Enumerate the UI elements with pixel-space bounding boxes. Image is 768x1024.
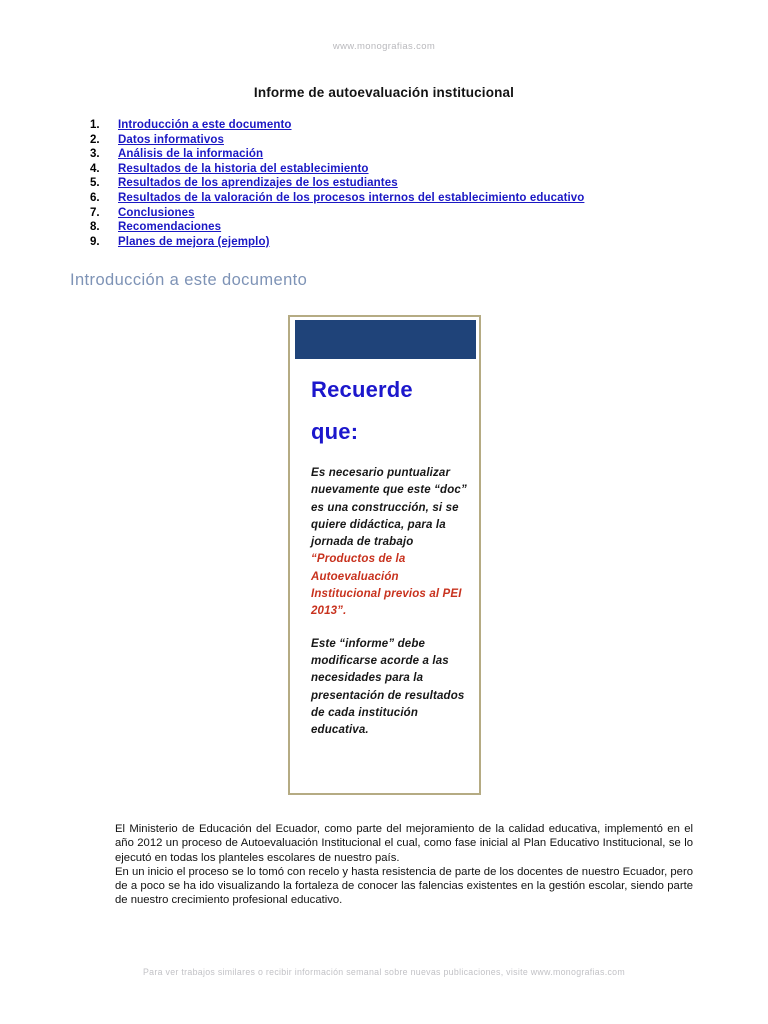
toc-link-conclusiones[interactable]: Conclusiones — [118, 206, 195, 219]
list-item-number: 7. — [90, 206, 100, 219]
toc-link-resultados-historia[interactable]: Resultados de la historia del establecimiento — [118, 162, 369, 175]
list-item[interactable] — [90, 191, 710, 206]
body-paragraph-2: En un inicio el proceso se lo tomó con recelo y hasta resistencia de parte de los docentes de nuestro Ecuador, pero de a poco se ha ido visualizando la fortaleza de conocer las falencias existentes en la gestión escolar, siendo parte de nuestro crecimiento profesional educativo. — [115, 865, 693, 907]
list-item[interactable] — [90, 206, 710, 221]
list-item-number: 8. — [90, 221, 100, 234]
callout-paragraph-1 — [311, 465, 467, 621]
table-of-contents — [90, 118, 710, 249]
callout-title-line1: Recuerde — [311, 377, 413, 402]
list-item[interactable] — [90, 176, 710, 191]
callout-body — [311, 465, 467, 739]
list-item-number: 6. — [90, 191, 100, 204]
toc-link-datos-informativos[interactable]: Datos informativos — [118, 133, 224, 146]
list-item[interactable] — [90, 220, 710, 235]
site-footer-note: Para ver trabajos similares o recibir información semanal sobre nuevas publicaciones, visite www.monografias.com — [143, 967, 625, 977]
toc-link-resultados-aprendizajes[interactable]: Resultados de los aprendizajes de los estudiantes — [118, 177, 398, 190]
callout-paragraph-1-text: Es necesario puntualizar nuevamente que este “doc” es una construcción, si se quiere didáctica, para la jornada de trabajo — [311, 467, 467, 549]
toc-link-recomendaciones[interactable]: Recomendaciones — [118, 221, 222, 234]
toc-link-planes-mejora[interactable]: Planes de mejora (ejemplo) — [118, 235, 270, 248]
toc-link-analisis-informacion[interactable]: Análisis de la información — [118, 148, 264, 161]
section-heading-introduccion: Introducción a este documento — [70, 271, 308, 289]
callout-paragraph-1-highlight: “Productos de la Autoevaluación Institucional previos al PEI 2013”. — [311, 553, 462, 618]
list-item-number: 9. — [90, 235, 100, 248]
callout-box-recuerde — [288, 315, 481, 795]
body-paragraph-1: El Ministerio de Educación del Ecuador, como parte del mejoramiento de la calidad educativa, implementó en el año 2012 un proceso de Autoevaluación Institucional el cual, como fase inicial al Plan Educativo Institucional, se lo ejecutó en todas los planteles escolares de nuestro país. — [115, 823, 693, 864]
list-item-number: 2. — [90, 133, 100, 146]
list-item[interactable] — [90, 147, 710, 162]
list-item-number: 4. — [90, 162, 100, 175]
list-item-number: 3. — [90, 148, 100, 161]
callout-paragraph-2: Este “informe” debe modificarse acorde a las necesidades para la presentación de resultados de cada institución educativa. — [311, 637, 465, 737]
callout-title — [311, 369, 467, 453]
toc-link-resultados-procesos-internos[interactable]: Resultados de la valoración de los procesos internos del establecimiento educativo — [118, 191, 585, 204]
callout-title-line2: que: — [311, 419, 359, 444]
body-content — [115, 822, 693, 908]
list-item[interactable] — [90, 118, 710, 133]
list-item-number: 5. — [90, 177, 100, 190]
site-header-url: www.monografias.com — [332, 41, 436, 52]
list-item[interactable] — [90, 133, 710, 148]
list-item-number: 1. — [90, 119, 100, 131]
toc-link-introduccion[interactable]: Introducción a este documento — [118, 119, 292, 131]
callout-content — [311, 369, 467, 739]
list-item[interactable] — [90, 162, 710, 177]
list-item[interactable] — [90, 235, 710, 250]
page-title: Informe de autoevaluación institucional — [253, 85, 515, 100]
callout-header-bar — [295, 320, 476, 359]
